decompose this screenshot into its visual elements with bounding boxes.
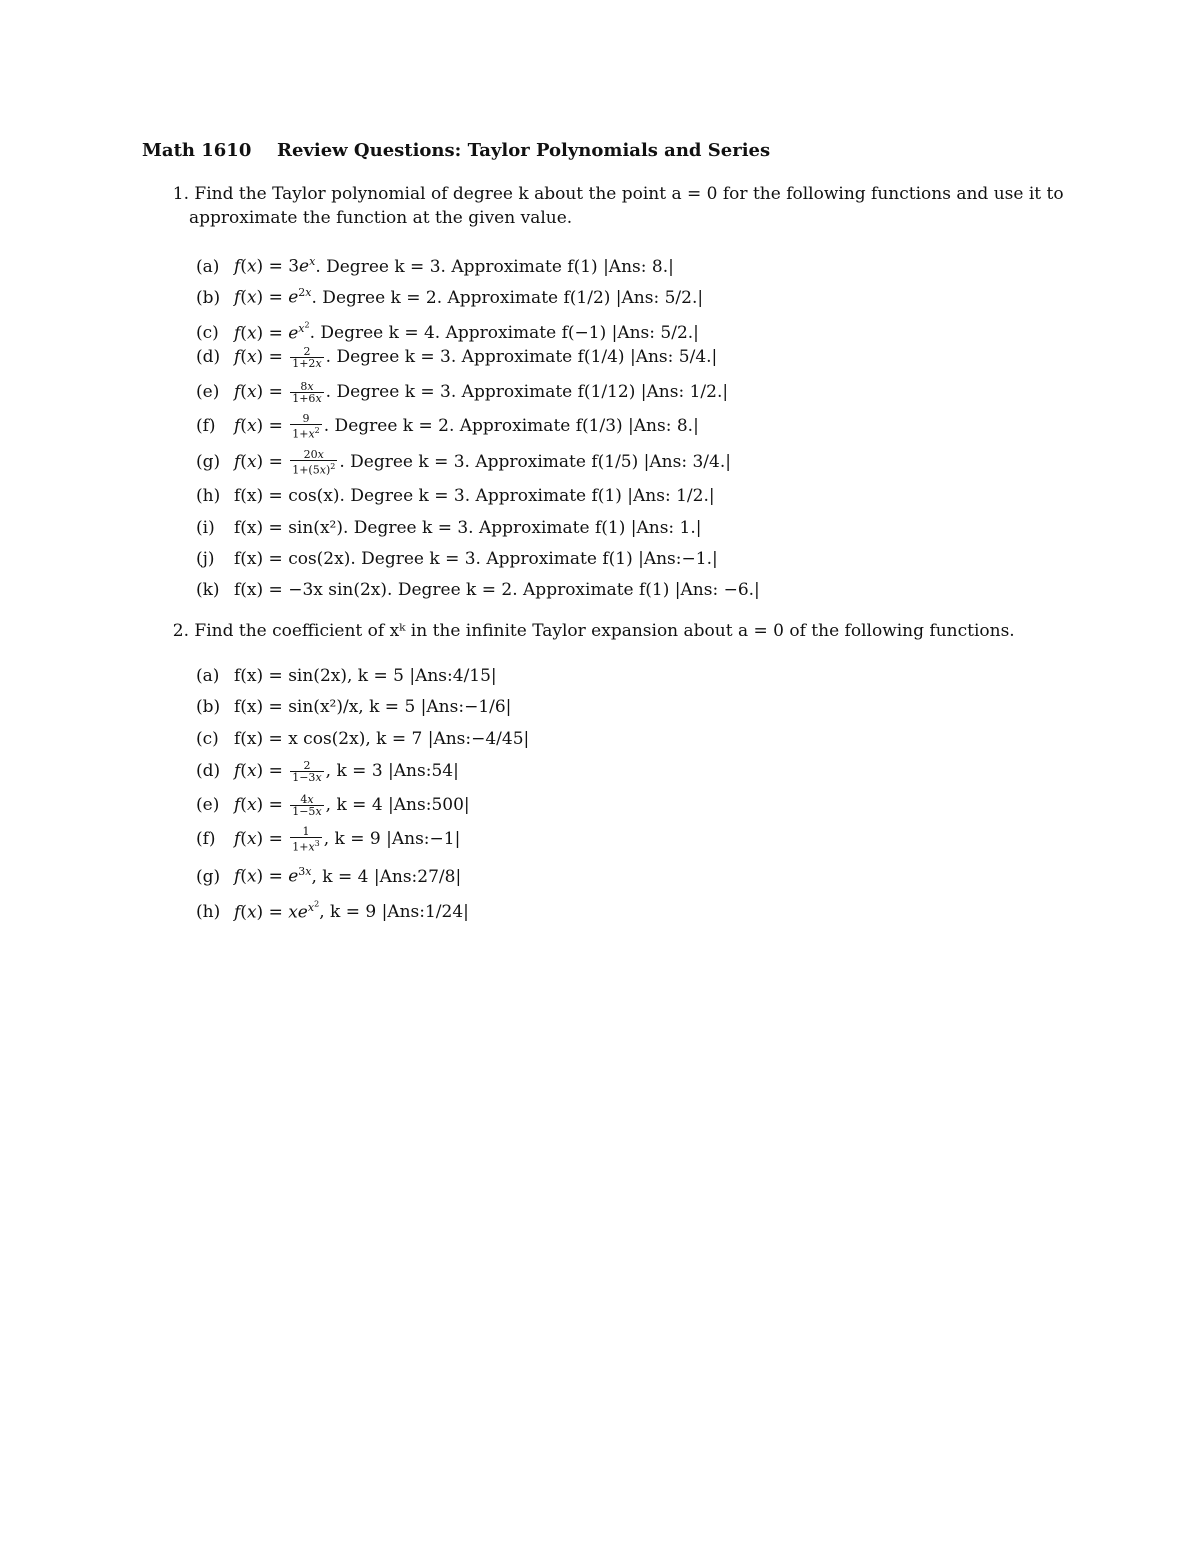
question-number: 2. bbox=[172, 621, 189, 641]
list-item bbox=[196, 859, 461, 885]
list-item bbox=[196, 577, 760, 603]
item-formula: $f(x) = e^{3x}$ bbox=[234, 865, 312, 887]
list-item bbox=[196, 379, 728, 405]
item-label: (g) bbox=[196, 452, 221, 472]
list-item bbox=[196, 312, 699, 344]
item-text: f(x) = x cos(2x), k = 7 |Ans:−4/45| bbox=[234, 729, 530, 749]
list-item bbox=[196, 546, 718, 572]
course-name: Math 1610 bbox=[142, 140, 252, 161]
question-text: Find the Taylor polynomial of degree k about the point a = 0 for the following functions and use it to bbox=[194, 184, 1064, 204]
item-label: (f) bbox=[196, 416, 216, 436]
list-item bbox=[196, 413, 699, 439]
list-item bbox=[196, 344, 717, 370]
page-title: Review Questions: Taylor Polynomials and Series bbox=[277, 140, 771, 161]
item-text: . Degree k = 2. Approximate f(1/2) |Ans: 5/2.| bbox=[311, 287, 704, 308]
question-number: 1. bbox=[172, 184, 189, 204]
item-formula: $f(x) = 3e^x$ bbox=[234, 255, 316, 277]
question-1 bbox=[142, 184, 1064, 204]
item-formula: $f(x) = xe^{x^2}$ bbox=[234, 899, 320, 923]
item-formula: f(x) = $\frac{20x}{1+(5x)^2}$ bbox=[234, 448, 336, 477]
item-text: f(x) = sin(x²)/x, k = 5 |Ans:−1/6| bbox=[234, 697, 512, 717]
question-text: Find the coefficient of xᵏ in the infinite Taylor expansion about a = 0 of the following functions. bbox=[194, 621, 1015, 641]
item-text: . Degree k = 3. Approximate f(1/12) |Ans: 1/2.| bbox=[325, 382, 729, 402]
item-text: f(x) = cos(2x). Degree k = 3. Approximate f(1) |Ans:−1.| bbox=[234, 549, 718, 569]
question-2 bbox=[142, 621, 1015, 641]
list-item bbox=[196, 792, 470, 818]
item-label: (k) bbox=[196, 580, 220, 600]
item-label: (h) bbox=[196, 902, 221, 923]
item-label: (a) bbox=[196, 666, 220, 686]
item-text: , k = 4 |Ans:27/8| bbox=[311, 866, 462, 887]
item-label: (a) bbox=[196, 256, 220, 277]
list-item bbox=[196, 663, 497, 689]
item-label: (b) bbox=[196, 697, 221, 717]
item-text: f(x) = cos(x). Degree k = 3. Approximate f(1) |Ans: 1/2.| bbox=[234, 486, 715, 506]
list-item bbox=[196, 280, 703, 306]
item-text: . Degree k = 2. Approximate f(1/3) |Ans: 8.| bbox=[323, 416, 699, 436]
item-formula: $f(x) = e^{2x}$ bbox=[234, 286, 312, 308]
item-label: (f) bbox=[196, 829, 216, 849]
item-text: , k = 9 |Ans:−1| bbox=[323, 829, 461, 849]
item-text: , k = 4 |Ans:500| bbox=[325, 795, 470, 815]
item-label: (g) bbox=[196, 866, 221, 887]
list-item bbox=[196, 449, 731, 475]
item-formula: f(x) = $\frac{2}{1-3x}$ bbox=[234, 759, 322, 784]
list-item bbox=[196, 826, 460, 852]
list-item bbox=[196, 515, 702, 541]
item-label: (e) bbox=[196, 382, 220, 402]
page-header bbox=[142, 140, 770, 161]
item-formula: f(x) = $\frac{2}{1+2x}$ bbox=[234, 345, 322, 370]
list-item bbox=[196, 483, 715, 509]
list-item bbox=[196, 694, 511, 720]
item-text: . Degree k = 4. Approximate f(−1) |Ans: 5/2.| bbox=[309, 323, 699, 344]
item-label: (d) bbox=[196, 347, 221, 367]
item-label: (i) bbox=[196, 518, 215, 538]
list-item bbox=[196, 726, 529, 752]
item-text: . Degree k = 3. Approximate f(1/5) |Ans: 3/4.| bbox=[339, 452, 731, 472]
item-label: (b) bbox=[196, 287, 221, 308]
item-label: (e) bbox=[196, 795, 220, 815]
list-item bbox=[196, 758, 459, 784]
list-item bbox=[196, 891, 469, 923]
item-text: . Degree k = 3. Approximate f(1/4) |Ans: 5/4.| bbox=[325, 347, 718, 367]
question-1-line-2: approximate the function at the given value. bbox=[189, 208, 573, 228]
item-text: . Degree k = 3. Approximate f(1) |Ans: 8.| bbox=[315, 256, 674, 277]
item-label: (c) bbox=[196, 323, 219, 344]
item-text: f(x) = sin(2x), k = 5 |Ans:4/15| bbox=[234, 666, 497, 686]
item-label: (c) bbox=[196, 729, 219, 749]
item-label: (j) bbox=[196, 549, 215, 569]
item-formula: f(x) = $\frac{1}{1+x^3}$ bbox=[234, 825, 320, 854]
item-label: (d) bbox=[196, 761, 221, 781]
item-text: , k = 3 |Ans:54| bbox=[325, 761, 459, 781]
item-formula: f(x) = $\frac{8x}{1+6x}$ bbox=[234, 380, 322, 405]
list-item bbox=[196, 249, 674, 275]
item-formula: f(x) = $\frac{9}{1+x^2}$ bbox=[234, 412, 320, 441]
item-label: (h) bbox=[196, 486, 221, 506]
item-formula: f(x) = $\frac{4x}{1-5x}$ bbox=[234, 793, 322, 818]
item-text: f(x) = −3x sin(2x). Degree k = 2. Approximate f(1) |Ans: −6.| bbox=[234, 580, 760, 600]
item-formula: $f(x) = e^{x^2}$ bbox=[234, 320, 310, 344]
item-text: , k = 9 |Ans:1/24| bbox=[319, 902, 469, 923]
item-text: f(x) = sin(x²). Degree k = 3. Approximate f(1) |Ans: 1.| bbox=[234, 518, 702, 538]
